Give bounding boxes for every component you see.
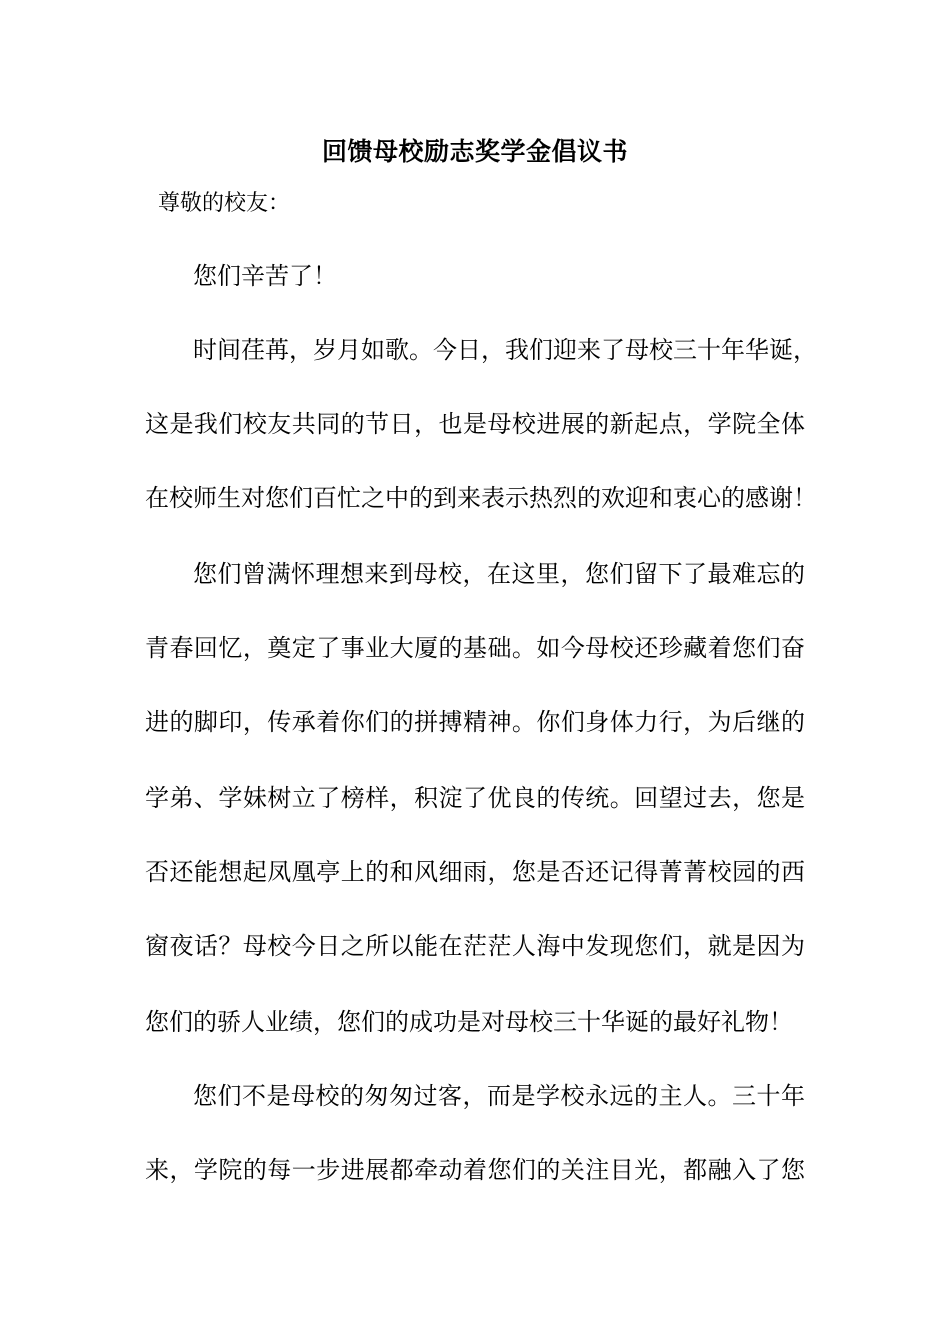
paragraph-1-line-1: 时间荏苒，岁月如歌。今日，我们迎来了母校三十年华诞， xyxy=(193,336,817,364)
document-title: 回馈母校励志奖学金倡议书 xyxy=(321,137,628,166)
paragraph-3-line-1: 您们不是母校的匆匆过客，而是学校永远的主人。三十年 xyxy=(193,1082,805,1110)
paragraph-2-line-4: 学弟、学妹树立了榜样，积淀了优良的传统。回望过去，您是 xyxy=(145,784,805,812)
paragraph-2-line-6: 窗夜话？母校今日之所以能在茫茫人海中发现您们，就是因为 xyxy=(145,932,805,960)
greeting: 您们辛苦了！ xyxy=(193,262,337,290)
paragraph-2-line-3: 进的脚印，传承着你们的拼搏精神。你们身体力行，为后继的 xyxy=(145,708,805,736)
paragraph-1-line-3: 在校师生对您们百忙之中的到来表示热烈的欢迎和衷心的感谢！ xyxy=(145,484,817,512)
paragraph-2-line-7: 您们的骄人业绩，您们的成功是对母校三十华诞的最好礼物！ xyxy=(145,1008,793,1036)
salutation: 尊敬的校友： xyxy=(158,191,291,216)
paragraph-2-line-2: 青春回忆，奠定了事业大厦的基础。如今母校还珍藏着您们奋 xyxy=(145,634,805,662)
paragraph-3-line-2: 来，学院的每一步进展都牵动着您们的关注目光，都融入了您 xyxy=(145,1156,805,1184)
paragraph-1-line-2: 这是我们校友共同的节日，也是母校进展的新起点，学院全体 xyxy=(145,410,805,438)
paragraph-2-line-5: 否还能想起凤凰亭上的和风细雨，您是否还记得菁菁校园的西 xyxy=(145,858,805,886)
paragraph-2-line-1: 您们曾满怀理想来到母校，在这里，您们留下了最难忘的 xyxy=(193,560,805,588)
